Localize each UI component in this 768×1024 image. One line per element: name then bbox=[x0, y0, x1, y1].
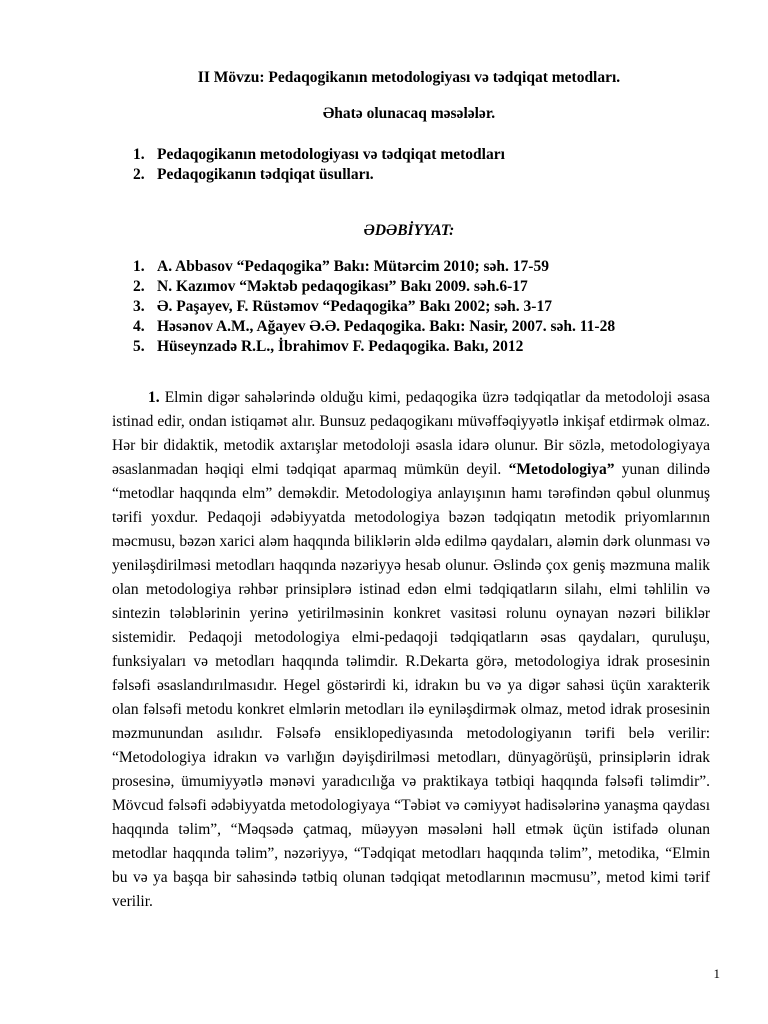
reference-number: 2. bbox=[133, 278, 145, 295]
list-item-text: Pedaqogikanın tədqiqat üsulları. bbox=[157, 166, 374, 183]
list-item-number: 1. bbox=[133, 146, 145, 163]
topic-title: II Mövzu: Pedaqogikanın metodologiyası və tədqiqat metodları. bbox=[197, 69, 621, 86]
references-heading: ƏDƏBİYYAT: bbox=[363, 222, 455, 239]
reference-item bbox=[133, 337, 615, 357]
reference-item bbox=[133, 257, 615, 277]
list-item-text: Pedaqogikanın metodologiyası və tədqiqat metodları bbox=[157, 146, 505, 163]
list-item bbox=[133, 165, 505, 185]
reference-text: Hüseynzadə R.L., İbrahimov F. Pedaqogika. Bakı, 2012 bbox=[157, 338, 524, 355]
list-item-number: 2. bbox=[133, 166, 145, 183]
paragraph-term: “Metodologiya” bbox=[508, 461, 615, 478]
reference-text: Ə. Paşayev, F. Rüstəmov “Pedaqogika” Bakı 2002; səh. 3-17 bbox=[157, 298, 552, 315]
paragraph-text-before-term: Elmin digər sahələrində olduğu kimi, pedaqogika üzrə tədqiqatlar da metodoloji əsasa istinad edir, ondan istiqamət alır. Bunsuz pedaqogikanı müvəffəqiyyətlə inkişaf etdirmək olmaz. Hər bir didaktik, metodik axtarışlar metodoloji əsasla idarə olunur. Bir sözlə, metodologiyaya əsaslanmadan həqiqi elmi tədqiqat aparmaq mümkün deyil. bbox=[112, 389, 710, 478]
body-paragraph bbox=[112, 386, 710, 914]
reference-text: N. Kazımov “Məktəb pedaqogikası” Bakı 2009. səh.6-17 bbox=[157, 278, 528, 295]
reference-text: A. Abbasov “Pedaqogika” Bakı: Mütərcim 2010; səh. 17-59 bbox=[157, 258, 549, 275]
issues-list bbox=[133, 145, 505, 185]
reference-number: 5. bbox=[133, 338, 145, 355]
paragraph-text-after-term: yunan dilində “metodlar haqqında elm” deməkdir. Metodologiya anlayışının hamı tərəfindən qəbul olunmuş tərifi yoxdur. Pedaqoji ədəbiyyatda metodologiya bəzən tədqiqatın metodik priyomlarının məcmusu, bəzən xarici aləm haqqında biliklərin əldə edilmə qaydaları, aləmin dərk olunması və yeniləşdirilməsi metodları haqqında nəzəriyyə hesab olunur. Əslində çox geniş məzmuna malik olan metodologiya rəhbər prinsiplərə istinad edən elmi tədqiqatların silahı, elmi təhlilin və sintezin tələblərinin yerinə yetirilməsinin konkret vasitəsi rolunu oynayan nəzəri biliklər sistemidir. Pedaqoji metodologiya elmi-pedaqoji tədqiqatların əsas qaydaları, quruluşu, funksiyaları və metodları haqqında təlimdir. R.Dekarta görə, metodologiya idrak prosesinin fəlsəfi əsaslandırılmasıdır. Hegel göstərirdi ki, idrakın bu və ya digər sahəsi üçün xarakterik olan fəlsəfi metodu konkret elmlərin metodları ilə eyniləşdirmək olmaz, metod idrak prosesinin məzmunundan asılıdır. Fəlsəfə ensiklopediyasında metodologiyanın tərifi belə verilir: “Metodologiya idrakın və varlığın dəyişdirilməsi metodları, dünyagörüşü, prinsiplərin idrak prosesinə, ümumiyyətlə mənəvi yaradıcılığa və praktikaya tətbiqi haqqında fəlsəfi təlimdir”. Mövcud fəlsəfi ədəbiyyatda metodologiyaya “Təbiət və cəmiyyət hadisələrinə yanaşma qaydası haqqında təlim”, “Məqsədə çatmaq, müəyyən məsələni həll etmək üçün istifadə olunan metodlar haqqında təlim”, nəzəriyyə, “Tədqiqat metodları haqqında təlim”, metodika, “Elmin bu və ya başqa bir sahəsində tətbiq olunan tədqiqat metodlarının məcmusu”, metod kimi tərif verilir. bbox=[112, 461, 710, 910]
reference-item bbox=[133, 277, 615, 297]
references-list bbox=[133, 257, 615, 357]
reference-text: Həsənov A.M., Ağayev Ə.Ə. Pedaqogika. Bakı: Nasir, 2007. səh. 11-28 bbox=[157, 318, 616, 335]
reference-number: 3. bbox=[133, 298, 145, 315]
reference-item bbox=[133, 317, 615, 337]
list-item bbox=[133, 145, 505, 165]
reference-number: 4. bbox=[133, 318, 145, 335]
page-number: 1 bbox=[713, 966, 720, 981]
reference-number: 1. bbox=[133, 258, 145, 275]
issues-subtitle: Əhatə olunacaq məsələlər. bbox=[322, 105, 496, 122]
paragraph-number: 1. bbox=[148, 389, 160, 406]
reference-item bbox=[133, 297, 615, 317]
